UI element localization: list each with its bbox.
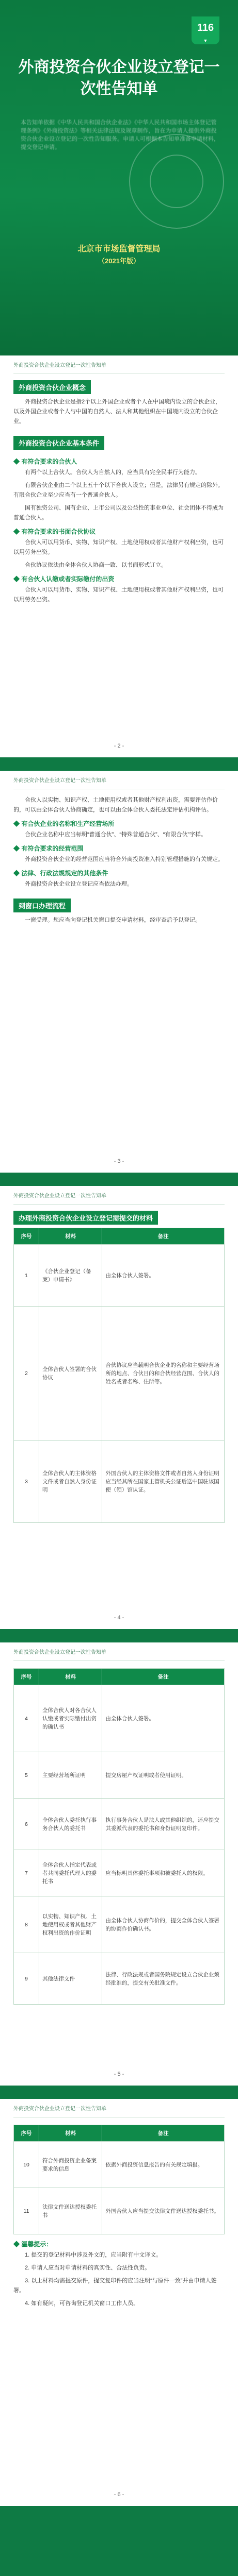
- section-title: 到窗口办理流程: [13, 899, 71, 912]
- page-number: - 2 -: [114, 743, 124, 749]
- paragraph: 外商投资合伙企业是指2个以上外国企业或者个人在中国境内设立的合伙企业，以及外国企业或者个人与中国的自然人、法人和其他组织在中国境内设立的合伙企业。: [13, 399, 221, 425]
- materials-table: [13, 1668, 225, 2005]
- running-header: 外商投资合伙企业设立登记一次性告知单: [13, 2099, 225, 2117]
- edition-year: （2021年版）: [98, 257, 140, 265]
- materials-table: [13, 2125, 225, 2234]
- table-row: 1 《合伙企业登记（备案）申请书》 由全体合伙人签署。: [14, 1245, 225, 1307]
- table-row: 7 全体合伙人指定代表或者共同委托代理人的委托书 应当标明具体委托事项和被委托人的权限。: [14, 1850, 225, 1896]
- page-4: [0, 1186, 238, 1629]
- note-item: 2. 申请人应当对申请材料的真实性、合法性负责。: [25, 2265, 151, 2271]
- cover-intro: 本告知单依据《中华人民共和国合伙企业法》《中华人民共和国市场主体登记管理条例》《外商投资法》等相关法律法规及规章制作，旨在为申请人提供外商投资合伙企业设立登记的一次性告知服务。申请人可根据本告知单准备申请材料，提交登记申请。: [21, 120, 219, 150]
- table-row: 8 以实物、知识产权、土地使用权或者其他财产权利出资的作价证明 由全体合伙人协商作价的，提交全体合伙人签署的协商作价确认书。: [14, 1896, 225, 1953]
- page-5: [0, 1642, 238, 2086]
- table-row: 3 全体合伙人的主体资格文件或者自然人身份证明 外国合伙人的主体资格文件或者自然人身份证明应当经其所在国家主管机关公证后送中国驻该国使（领）馆认证。: [14, 1440, 225, 1523]
- table-row: 4 全体合伙人对各合伙人认缴或者实际缴付出资的确认书 由全体合伙人签署。: [14, 1685, 225, 1752]
- table-row: 11 法律文件送达授权委托书 外国合伙人应当提交法律文件送达授权委托书。: [14, 2188, 225, 2234]
- table-row: 5 主要经营场所证明 提交房屋产权证明或者使用证明。: [14, 1752, 225, 1799]
- page-2: [0, 355, 238, 757]
- paragraph: 合伙人可以用货币、实物、知识产权、土地使用权或者其他财产权利出资，也可以用劳务出资。: [13, 587, 224, 603]
- paragraph: 合伙人可以用货币、实物、知识产权、土地使用权或者其他财产权利出资，也可以用劳务出资。: [13, 539, 224, 555]
- note-item: 1. 提交的登记材料中涉及外文的，应当附有中文译文。: [25, 2252, 162, 2258]
- page-number: - 5 -: [114, 2071, 124, 2077]
- col-header: 备注: [102, 2125, 225, 2142]
- subsection-title: ◆ 有合伙人认缴或者实际缴付的出资: [13, 575, 115, 583]
- publisher: 北京市市场监督管理局: [77, 245, 161, 253]
- note-item: 4. 如有疑问，可咨询登记机关窗口工作人员。: [25, 2300, 139, 2307]
- paragraph: 合伙企业名称中应当标明“普通合伙”、“特殊普通合伙”、“有限合伙”字样。: [25, 832, 207, 838]
- table-row: 10 符合外商投资企业备案要求的信息 依据外商投资信息报告的有关规定填报。: [14, 2142, 225, 2188]
- col-header: 序号: [14, 1228, 39, 1245]
- running-header: 外商投资合伙企业设立登记一次性告知单: [13, 1186, 225, 1205]
- paragraph: 国有独资公司、国有企业、上市公司以及公益性的事业单位、社会团体不得成为普通合伙人。: [13, 505, 224, 521]
- subsection-title: ◆ 有符合要求的书面合伙协议: [13, 528, 96, 535]
- col-header: 序号: [14, 1669, 39, 1685]
- page-6: [0, 2099, 238, 2506]
- paragraph: 外商投资合伙企业的经营范围应当符合外商投资准入特别管理措施的有关规定。: [25, 856, 224, 862]
- col-header: 材料: [39, 1669, 102, 1685]
- notes-title: ◆ 温馨提示：: [13, 2241, 53, 2248]
- paragraph: 外商投资合伙企业设立登记应当依法办理。: [25, 881, 133, 887]
- col-header: 材料: [39, 2125, 102, 2142]
- subsection-title: ◆ 有符合要求的经营范围: [13, 845, 84, 852]
- badge: 116 ▼: [192, 16, 219, 44]
- subsection-title: ◆ 法律、行政法规规定的其他条件: [13, 870, 108, 877]
- paragraph: 有两个以上合伙人。合伙人为自然人的，应当具有完全民事行为能力。: [25, 469, 201, 476]
- cover: [0, 0, 238, 355]
- col-header: 备注: [102, 1669, 225, 1685]
- page-number: - 4 -: [114, 1615, 124, 1621]
- running-header: 外商投资合伙企业设立登记一次性告知单: [13, 355, 225, 374]
- running-header: 外商投资合伙企业设立登记一次性告知单: [13, 1642, 225, 1661]
- section-title: 外商投资合伙企业概念: [13, 380, 91, 394]
- col-header: 备注: [102, 1228, 225, 1245]
- subsection-title: ◆ 有合伙企业的名称和生产经营场所: [13, 820, 115, 827]
- col-header: 序号: [14, 2125, 39, 2142]
- table-row: 2 全体合伙人签署的合伙协议 合伙协议应当载明合伙企业的名称和主要经营场所的地点、合伙目的和合伙经营范围、合伙人的姓名或者名称、住所等。: [14, 1307, 225, 1440]
- materials-table: [13, 1228, 225, 1523]
- section-title: 办理外商投资合伙企业设立登记需提交的材料: [13, 1211, 158, 1225]
- section-title: 外商投资合伙企业基本条件: [13, 436, 104, 450]
- note-item: 3. 以上材料均需提交原件，提交复印件的应当注明“与原件一致”并由申请人签署。: [13, 2278, 217, 2294]
- paragraph: 合伙人以实物、知识产权、土地使用权或者其他财产权利出资，需要评估作价的，可以由全体合伙人协商确定，也可以由全体合伙人委托法定评估机构评估。: [13, 797, 218, 813]
- table-row: 6 全体合伙人委托执行事务合伙人的委托书 执行事务合伙人是法人或其他组织的，还应提交其委派代表的委托书和身份证明复印件。: [14, 1799, 225, 1850]
- subsection-title: ◆ 有符合要求的合伙人: [13, 458, 77, 465]
- paragraph: 有限合伙企业由二个以上五十个以下合伙人设立；但是，法律另有规定的除外。有限合伙企业至少应当有一个普通合伙人。: [13, 482, 224, 498]
- table-row: 9 其他法律文件 法律、行政法规或者国务院规定设立合伙企业须经批准的，提交有关批准文件。: [14, 1953, 225, 2005]
- page-number: - 3 -: [114, 1158, 124, 1164]
- running-header: 外商投资合伙企业设立登记一次性告知单: [13, 771, 225, 789]
- page-3: [0, 771, 238, 1173]
- page-number: - 6 -: [114, 2492, 124, 2498]
- col-header: 材料: [39, 1228, 102, 1245]
- paragraph: 一窗受理。您应当向登记机关窗口提交申请材料，经审查后予以登记。: [25, 917, 201, 923]
- paragraph: 合伙协议依法由全体合伙人协商一致、以书面形式订立。: [25, 562, 167, 568]
- cover-title: 外商投资合伙企业设立登记一次性告知单: [18, 59, 220, 97]
